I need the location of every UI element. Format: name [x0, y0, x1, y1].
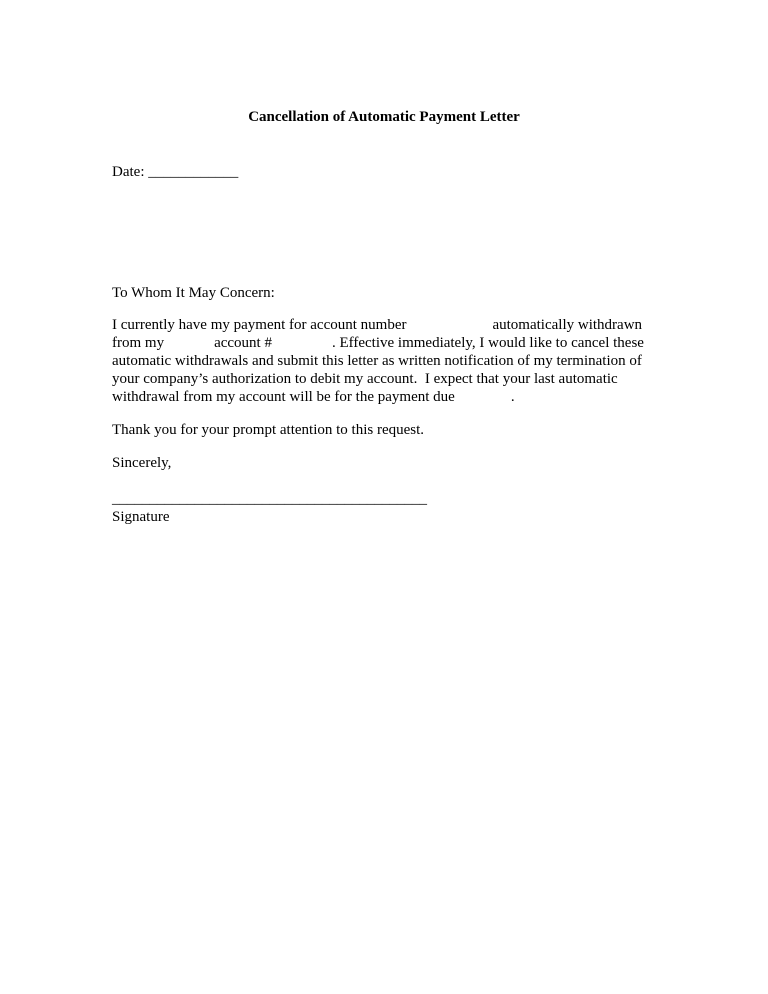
body-text: from my [112, 335, 165, 351]
signature-label: Signature [112, 509, 170, 525]
body-line-1 [112, 316, 642, 334]
body-text: I currently have my payment for account number [112, 317, 407, 333]
body-text: account # [214, 335, 272, 351]
closing: Sincerely, [112, 455, 172, 471]
body-line-5 [112, 388, 515, 406]
date-line [112, 163, 238, 181]
thanks-line: Thank you for your prompt attention to this request. [112, 422, 425, 438]
body-text: . [510, 389, 515, 405]
date-blank: ____________ [148, 164, 239, 180]
body-line-3: automatic withdrawals and submit this letter as written notification of my termination of [112, 353, 642, 369]
body-text: automatically withdrawn [492, 317, 643, 333]
body-text: withdrawal from my account will be for the payment due [112, 389, 455, 405]
salutation: To Whom It May Concern: [112, 285, 275, 301]
body-text: . Effective immediately, I would like to cancel these [331, 335, 644, 351]
body-line-4: your company’s authorization to debit my account. I expect that your last automatic [112, 371, 618, 387]
date-label: Date: [112, 164, 145, 180]
signature-line: __________________________________________ [112, 491, 427, 507]
letter-title: Cancellation of Automatic Payment Letter [248, 109, 520, 125]
body-line-2 [112, 334, 644, 352]
